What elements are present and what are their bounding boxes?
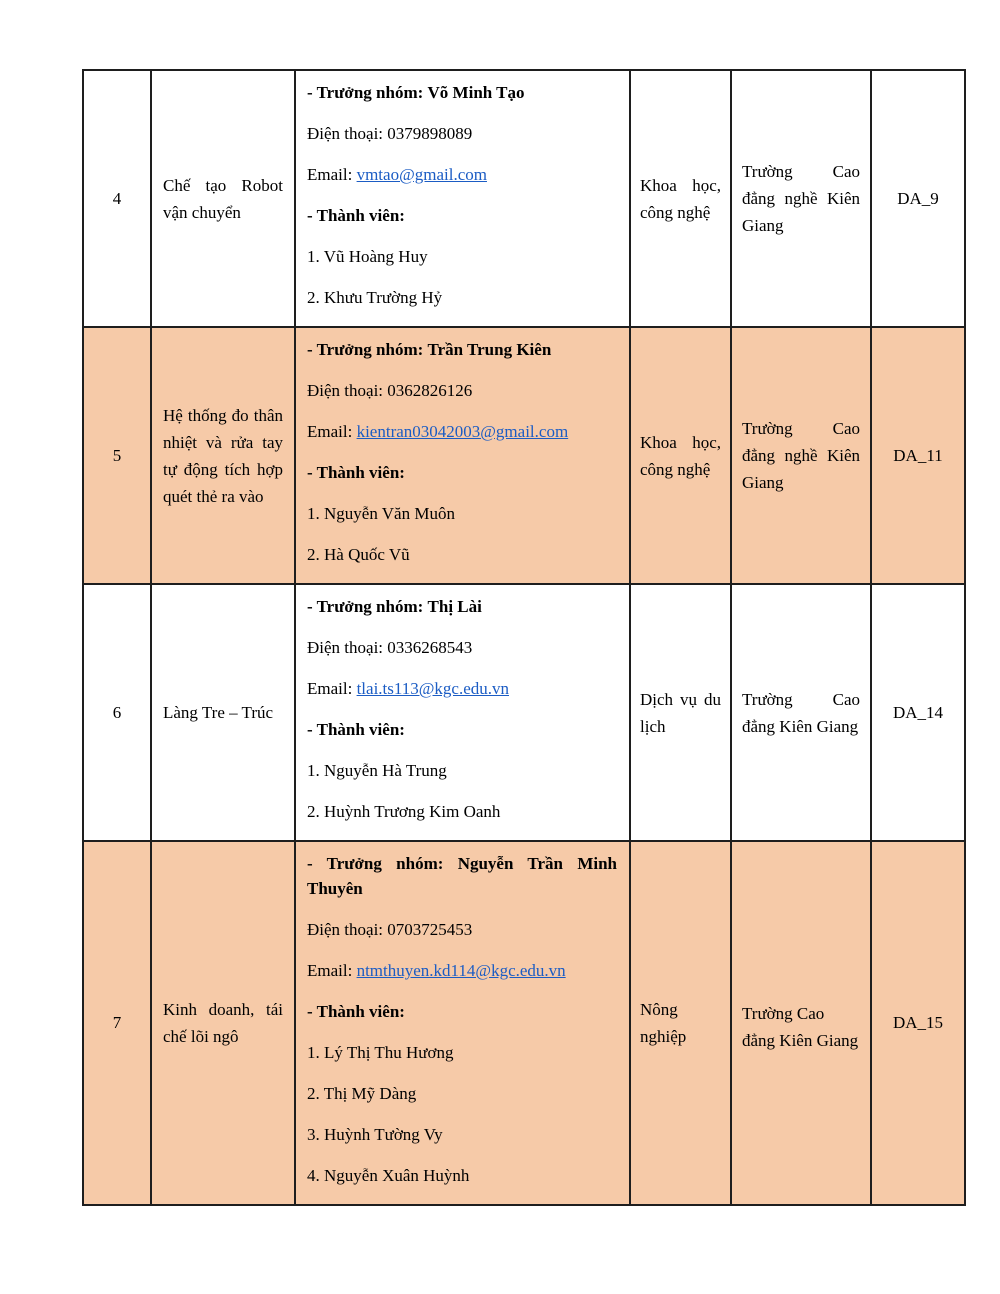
email-line bbox=[307, 162, 617, 187]
project-name: Chế tạo Robot vận chuyển bbox=[151, 70, 295, 327]
leader-line bbox=[307, 594, 617, 619]
leader-line bbox=[307, 851, 617, 901]
school-cell: Trường Cao đẳng nghề Kiên Giang bbox=[731, 70, 871, 327]
email-link[interactable]: tlai.ts113@kgc.edu.vn bbox=[356, 679, 509, 698]
phone-number: 0362826126 bbox=[387, 381, 473, 400]
school-cell: Trường Cao đẳng Kiên Giang bbox=[731, 841, 871, 1205]
leader-name: Nguyễn Trần Minh Thuyên bbox=[307, 854, 617, 898]
table-row bbox=[83, 584, 965, 841]
project-details bbox=[295, 584, 630, 841]
member-item: 2. Thị Mỹ Dàng bbox=[307, 1084, 417, 1103]
leader-name: Võ Minh Tạo bbox=[427, 83, 525, 102]
project-details bbox=[295, 327, 630, 584]
phone-label: Điện thoại: bbox=[307, 920, 384, 939]
member-item: 3. Huỳnh Tường Vy bbox=[307, 1125, 443, 1144]
phone-line bbox=[307, 121, 617, 146]
member-item: 2. Khưu Trường Hỷ bbox=[307, 288, 443, 307]
email-label: Email: bbox=[307, 422, 353, 441]
phone-number: 0336268543 bbox=[387, 638, 473, 657]
phone-label: Điện thoại: bbox=[307, 638, 384, 657]
email-line bbox=[307, 958, 617, 983]
field-cell: Khoa học, công nghệ bbox=[630, 70, 731, 327]
members-label: - Thành viên: bbox=[307, 1002, 405, 1021]
field-cell: Nông nghiệp bbox=[630, 841, 731, 1205]
project-details bbox=[295, 841, 630, 1205]
project-code: DA_14 bbox=[871, 584, 965, 841]
project-details bbox=[295, 70, 630, 327]
project-name: Hệ thống đo thân nhiệt và rửa tay tự động tích hợp quét thẻ ra vào bbox=[151, 327, 295, 584]
row-number: 6 bbox=[83, 584, 151, 841]
leader-name: Thị Lài bbox=[427, 597, 482, 616]
leader-label: - Trưởng nhóm: bbox=[307, 83, 424, 102]
school-cell: Trường Cao đẳng Kiên Giang bbox=[731, 584, 871, 841]
table-row bbox=[83, 327, 965, 584]
row-number: 7 bbox=[83, 841, 151, 1205]
field-cell: Dịch vụ du lịch bbox=[630, 584, 731, 841]
members-label: - Thành viên: bbox=[307, 206, 405, 225]
leader-name: Trần Trung Kiên bbox=[427, 340, 552, 359]
member-item: 2. Hà Quốc Vũ bbox=[307, 545, 410, 564]
project-name: Kinh doanh, tái chế lõi ngô bbox=[151, 841, 295, 1205]
email-label: Email: bbox=[307, 961, 353, 980]
phone-label: Điện thoại: bbox=[307, 124, 384, 143]
member-item: 1. Nguyễn Hà Trung bbox=[307, 761, 447, 780]
phone-label: Điện thoại: bbox=[307, 381, 384, 400]
phone-number: 0703725453 bbox=[387, 920, 473, 939]
projects-table bbox=[82, 69, 966, 1206]
phone-line bbox=[307, 917, 617, 942]
members-label: - Thành viên: bbox=[307, 720, 405, 739]
phone-line bbox=[307, 378, 617, 403]
email-link[interactable]: ntmthuyen.kd114@kgc.edu.vn bbox=[356, 961, 566, 980]
leader-label: - Trưởng nhóm: bbox=[307, 597, 424, 616]
project-code: DA_11 bbox=[871, 327, 965, 584]
member-item: 4. Nguyễn Xuân Huỳnh bbox=[307, 1166, 470, 1185]
leader-label: - Trưởng nhóm: bbox=[307, 340, 424, 359]
email-line bbox=[307, 419, 617, 444]
email-link[interactable]: vmtao@gmail.com bbox=[356, 165, 487, 184]
school-cell: Trường Cao đẳng nghề Kiên Giang bbox=[731, 327, 871, 584]
members-label: - Thành viên: bbox=[307, 463, 405, 482]
phone-number: 0379898089 bbox=[387, 124, 473, 143]
email-line bbox=[307, 676, 617, 701]
email-link[interactable]: kientran03042003@gmail.com bbox=[356, 422, 569, 441]
member-item: 2. Huỳnh Trương Kim Oanh bbox=[307, 802, 501, 821]
member-item: 1. Lý Thị Thu Hương bbox=[307, 1043, 454, 1062]
member-item: 1. Vũ Hoàng Huy bbox=[307, 247, 428, 266]
project-code: DA_9 bbox=[871, 70, 965, 327]
field-cell: Khoa học, công nghệ bbox=[630, 327, 731, 584]
project-code: DA_15 bbox=[871, 841, 965, 1205]
table-row bbox=[83, 70, 965, 327]
row-number: 4 bbox=[83, 70, 151, 327]
table-row bbox=[83, 841, 965, 1205]
row-number: 5 bbox=[83, 327, 151, 584]
email-label: Email: bbox=[307, 679, 353, 698]
member-item: 1. Nguyễn Văn Muôn bbox=[307, 504, 455, 523]
leader-line bbox=[307, 337, 617, 362]
project-name: Làng Tre – Trúc bbox=[151, 584, 295, 841]
email-label: Email: bbox=[307, 165, 353, 184]
leader-label: - Trưởng nhóm: bbox=[307, 854, 444, 873]
leader-line bbox=[307, 80, 617, 105]
phone-line bbox=[307, 635, 617, 660]
